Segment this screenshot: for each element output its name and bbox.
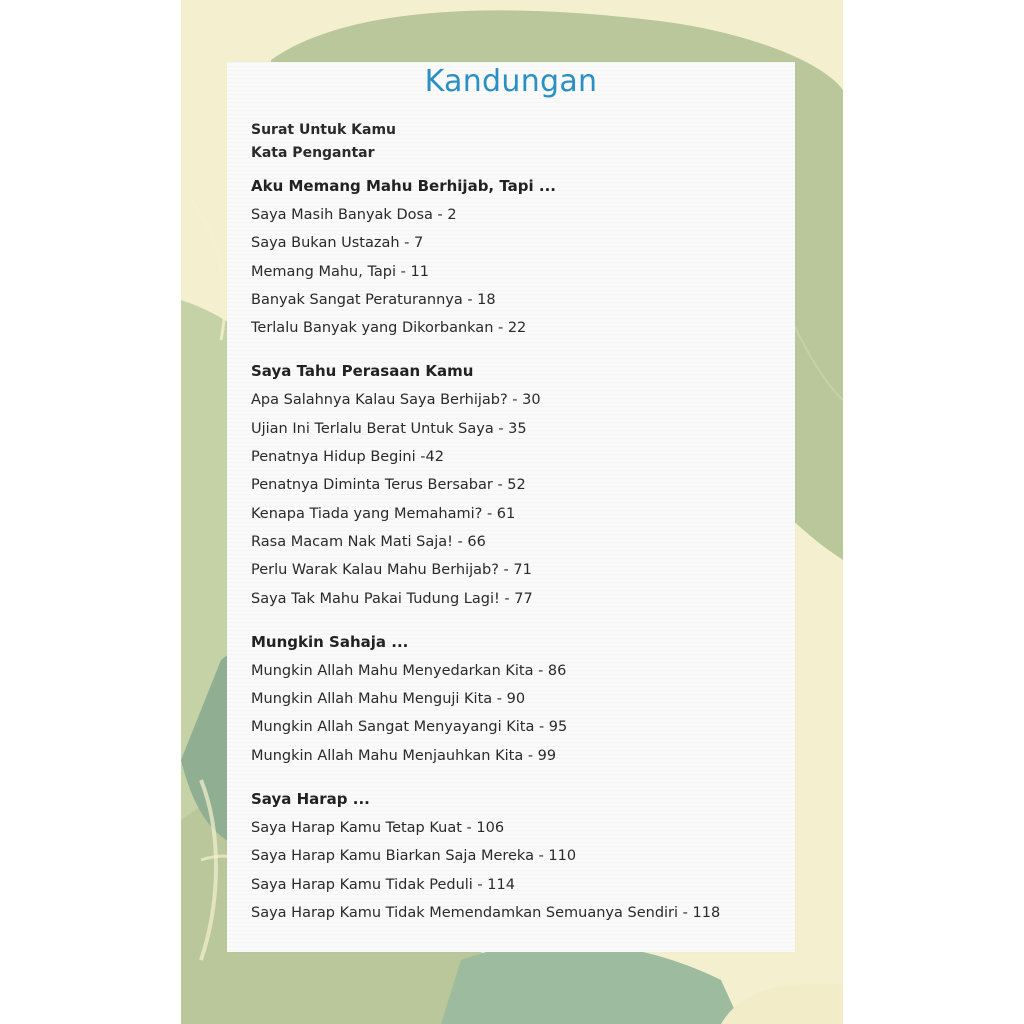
section-heading: Saya Tahu Perasaan Kamu	[251, 362, 474, 381]
section-heading: Mungkin Sahaja ...	[251, 632, 409, 651]
toc-entry: Memang Mahu, Tapi - 11	[251, 263, 429, 280]
toc-section	[251, 171, 791, 342]
toc-section	[251, 627, 791, 770]
toc-entry: Terlalu Banyak yang Dikorbankan - 22	[251, 320, 527, 337]
contents-panel	[227, 62, 795, 952]
front-matter-item: Kata Pengantar	[251, 145, 375, 161]
toc-entry: Saya Harap Kamu Tidak Peduli - 114	[251, 876, 515, 893]
toc-entry: Kenapa Tiada yang Memahami? - 61	[251, 505, 516, 522]
toc-entry: Saya Masih Banyak Dosa - 2	[251, 207, 457, 223]
toc-entry: Saya Harap Kamu Tidak Memendamkan Semuanya Sendiri - 118	[251, 904, 721, 921]
section-heading: Aku Memang Mahu Berhijab, Tapi ...	[251, 177, 556, 195]
toc-section	[251, 356, 791, 612]
toc-section	[251, 784, 791, 927]
toc-entry: Saya Bukan Ustazah - 7	[251, 235, 424, 252]
toc-entry: Perlu Warak Kalau Mahu Berhijab? - 71	[251, 562, 532, 579]
toc-entry: Saya Harap Kamu Biarkan Saja Mereka - 110	[251, 848, 577, 865]
toc-entry: Rasa Macam Nak Mati Saja! - 66	[251, 533, 486, 550]
toc-entry: Apa Salahnya Kalau Saya Berhijab? - 30	[251, 392, 541, 409]
section-heading: Saya Harap ...	[251, 790, 370, 809]
toc-entry: Banyak Sangat Peraturannya - 18	[251, 291, 496, 308]
toc-entry: Mungkin Allah Sangat Menyayangi Kita - 95	[251, 719, 568, 736]
table-of-contents	[251, 119, 791, 941]
toc-entry: Ujian Ini Terlalu Berat Untuk Saya - 35	[251, 420, 527, 437]
toc-entry: Penatnya Hidup Begini -42	[251, 449, 444, 466]
front-matter	[251, 119, 791, 165]
toc-entry: Saya Harap Kamu Tetap Kuat - 106	[251, 820, 505, 837]
toc-entry: Mungkin Allah Mahu Menguji Kita - 90	[251, 691, 526, 708]
toc-entry: Penatnya Diminta Terus Bersabar - 52	[251, 477, 526, 494]
toc-entry: Mungkin Allah Mahu Menyedarkan Kita - 86	[251, 662, 567, 679]
book-page	[181, 0, 843, 1024]
front-matter-item: Surat Untuk Kamu	[251, 122, 396, 138]
page-title: Kandungan	[424, 64, 598, 99]
toc-entry: Saya Tak Mahu Pakai Tudung Lagi! - 77	[251, 590, 533, 607]
toc-entry: Mungkin Allah Mahu Menjauhkan Kita - 99	[251, 747, 557, 764]
